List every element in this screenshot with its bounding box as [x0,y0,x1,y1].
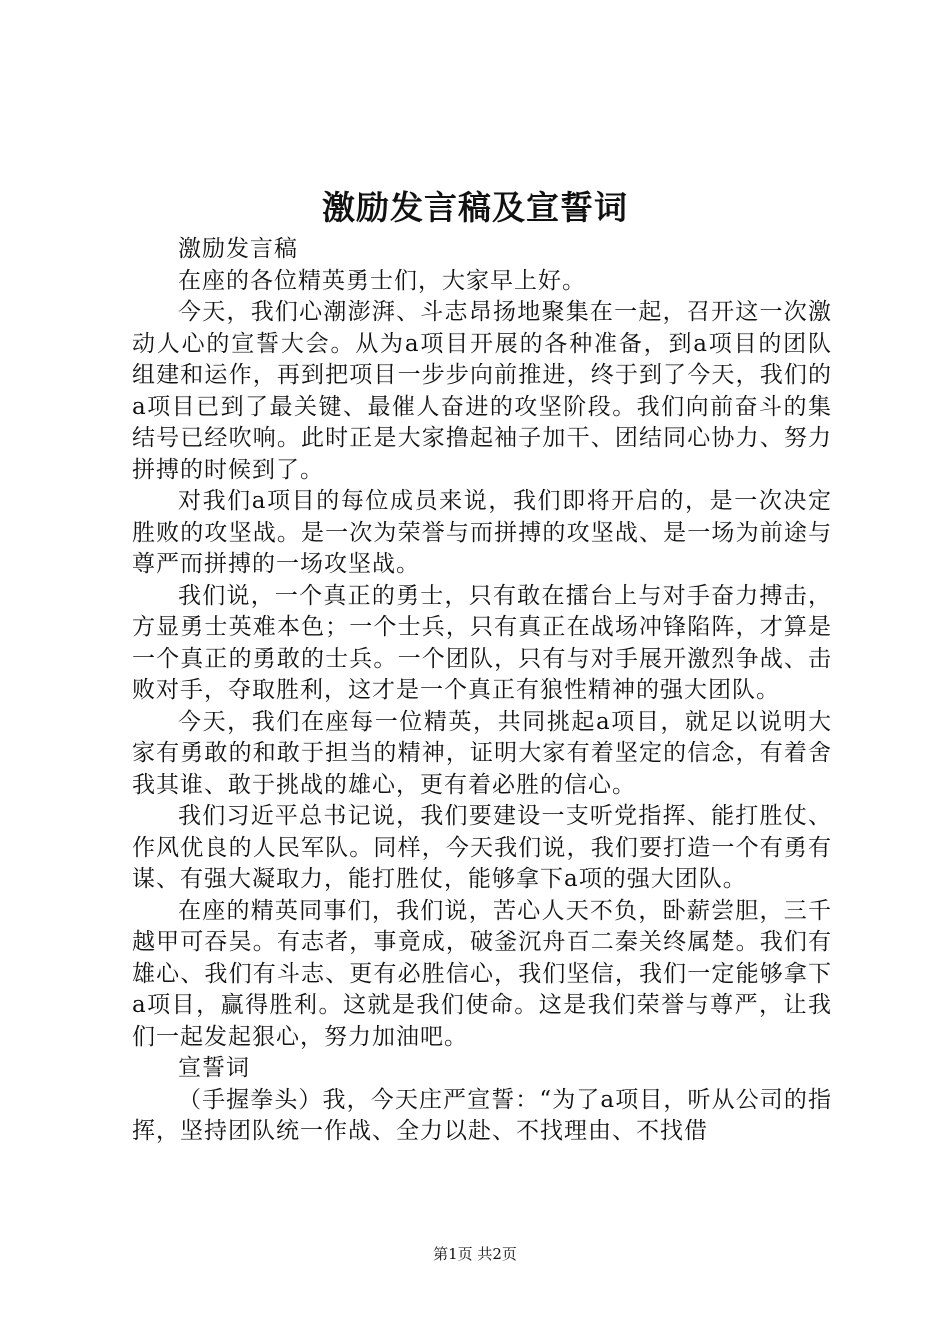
paragraph: 我们习近平总书记说，我们要建设一支听党指挥、能打胜仗、作风优良的人民军队。同样，今天我们说，我们要打造一个有勇有谋、有强大凝取力，能打胜仗，能够拿下a项的强大团队。 [132,803,832,892]
page-footer: 第1页 共2页 [433,1245,517,1263]
paragraph: 今天，我们心潮澎湃、斗志昂扬地聚集在一起，召开这一次激动人心的宣誓大会。从为a项目开展的各种准备，到a项目的团队组建和运作，再到把项目一步步向前推进，终于到了今天，我们的a项目已到了最关键、最催人奋进的攻坚阶段。我们向前奋斗的集结号已经吹响。此时正是大家撸起袖子加干、团结同心协力、努力拼搏的时候到了。 [132,299,832,483]
document-body [132,234,832,1148]
paragraph: 今天，我们在座每一位精英，共同挑起a项目，就足以说明大家有勇敢的和敢于担当的精神，证明大家有着坚定的信念，有着舍我其谁、敢于挑战的雄心，更有着必胜的信心。 [132,708,832,798]
paragraph: 我们说，一个真正的勇士，只有敢在擂台上与对手奋力搏击，方显勇士英难本色；一个士兵，只有真正在战场冲锋陷阵，才算是一个真正的勇敢的士兵。一个团队，只有与对手展开激烈争战、击败对手，夺取胜利，这才是一个真正有狼性精神的强大团队。 [132,582,832,703]
section-heading-oath: 宣誓词 [178,1055,250,1081]
paragraph: 对我们a项目的每位成员来说，我们即将开启的，是一次决定胜败的攻坚战。是一次为荣誉与而拼搏的攻坚战、是一场为前途与尊严而拼搏的一场攻坚战。 [132,488,832,577]
document-title: 激励发言稿及宣誓词 [322,188,628,227]
section-heading-speech: 激励发言稿 [178,236,298,262]
paragraph: （手握拳头）我，今天庄严宣誓：“为了a项目，听从公司的指挥，坚持团队统一作战、全力以赴、不找理由、不找借 [132,1086,832,1144]
paragraph: 在座的各位精英勇士们，大家早上好。 [178,267,586,294]
paragraph: 在座的精英同事们，我们说，苦心人天不负，卧薪尝胆，三千越甲可吞吴。有志者，事竟成，破釜沉舟百二秦关终属楚。我们有雄心、我们有斗志、更有必胜信心，我们坚信，我们一定能够拿下a项目，赢得胜利。这就是我们使命。这是我们荣誉与尊严，让我们一起发起狠心，努力加油吧。 [132,897,832,1050]
